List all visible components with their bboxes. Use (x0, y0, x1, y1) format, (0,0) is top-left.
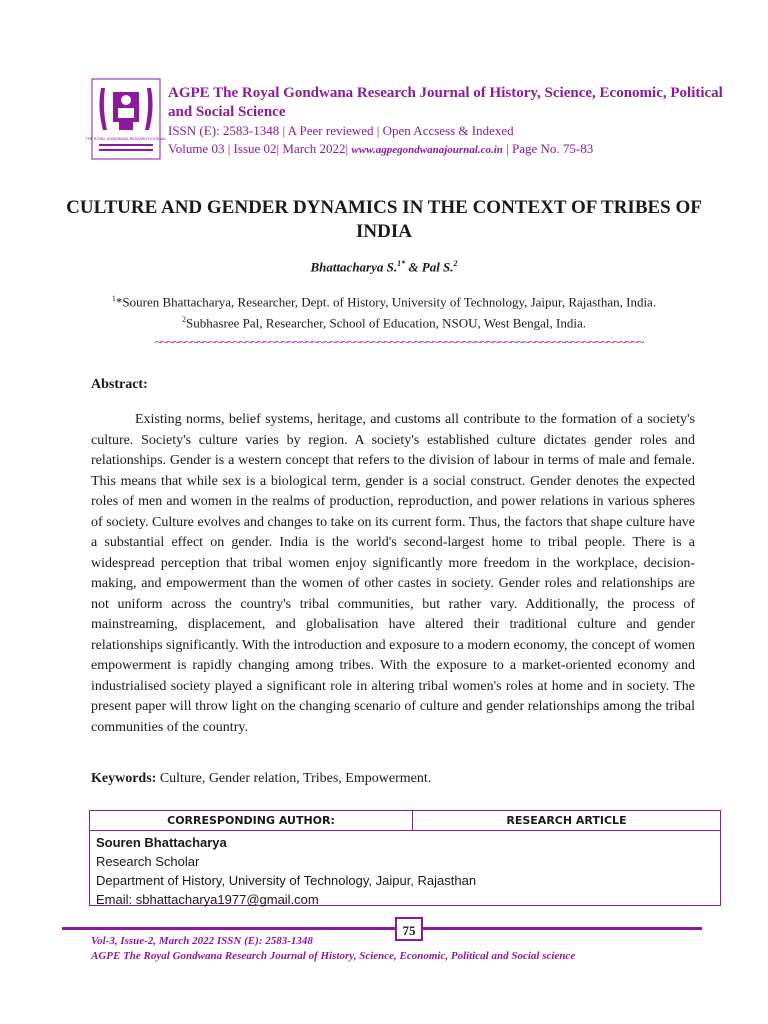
corresponding-dept: Department of History, University of Technology, Jaipur, Rajasthan (96, 873, 477, 888)
corresponding-name: Souren Bhattacharya (96, 835, 227, 850)
journal-url-link[interactable]: www.agpegondwanajournal.co.in (351, 144, 503, 156)
affiliation-2-text: Subhasree Pal, Researcher, School of Education, NSOU, West Bengal, India. (185, 315, 587, 331)
corresponding-email[interactable]: Email: sbhattacharya1977@gmail.com (96, 892, 319, 907)
corresponding-header (90, 811, 720, 831)
tilde-separator: ~~~~~~~~~~~~~~~~~~~~~~~~~~~~~~~~~~~~~~~~~~~~~~~~~~~~~~~~~~~~~~~~~~~~~~~~~~~~~~~~~ (154, 334, 644, 349)
authors-line (0, 259, 768, 275)
journal-emblem-icon (85, 78, 167, 160)
author-separator: & (408, 259, 419, 275)
affiliation-1-text: *Souren Bhattacharya, Researcher, Dept. of History, University of Technology, Jaipur, Rajasthan, India. (115, 294, 657, 310)
keywords-label: Keywords: (91, 771, 157, 786)
affiliation-2 (0, 315, 768, 331)
volume-text: Volume 03 | Issue 02| March 2022| (168, 141, 349, 156)
author-2-sup: 2 (453, 259, 458, 268)
research-article-header: RESEARCH ARTICLE (506, 814, 627, 827)
keywords-text: Culture, Gender relation, Tribes, Empowerment. (159, 771, 432, 786)
corresponding-author-header: CORRESPONDING AUTHOR: (90, 811, 413, 830)
footer-volume-line: Vol-3, Issue-2, March 2022 ISSN (E): 2583-1348 (91, 935, 313, 947)
footer-divider (62, 927, 702, 930)
affiliation-1 (0, 294, 768, 310)
keywords-line (91, 771, 431, 787)
affiliation-1-sup: 1 (111, 294, 116, 303)
corresponding-role: Research Scholar (96, 854, 200, 869)
journal-logo (85, 78, 167, 160)
abstract-body: Existing norms, belief systems, heritage, and customs all contribute to the formation of a society's culture. Society's culture varies by region. A society's established culture dictates gender roles and relationships. Gender is a western concept that refers to the division of labour in terms of male and female. This means that while sex is a biological term, gender is a social construct. Gender denotes the expected roles of men and women in the realms of production, reproduction, and power relations in various spheres of society. Culture evolves and changes to take on its current form. Thus, the factors that shape culture have a substantial effect on gender. India is the world's second-largest home to tribal people. There is a widespread perception that tribal women enjoy significantly more freedom in the workplace, decision-making, and empowerment than the women of other castes in society. Gender roles and relationships are not uniform across the country's tribal communities, but rather vary. Additionally, the process of mainstreaming, displacement, and globalisation have altered their traditional culture and gender relationships significantly. With the introduction and exposure to a modern economy, the concept of women empowerment is rapidly changing among tribes. With the exposure to a market-oriented economy and industrialised society played a significant role in altering tribal women's roles at home and in society. The present paper will throw light on the changing scenario of culture and gender relationships among the tribal communities of the country. (91, 412, 695, 735)
abstract-heading: Abstract: (91, 377, 148, 392)
author-2: Pal S. (421, 259, 454, 275)
issn-line: ISSN (E): 2583-1348 | A Peer reviewed | Open Accsess & Indexed (168, 123, 514, 138)
author-1-sup: 1* (397, 259, 406, 268)
affiliation-2-sup: 2 (181, 315, 186, 324)
logo-text: THE ROYAL GONDWANA RESEARCH JOURNAL (85, 137, 167, 141)
page-range: | Page No. 75-83 (506, 141, 594, 156)
corresponding-body (90, 831, 720, 911)
article-title: CULTURE AND GENDER DYNAMICS IN THE CONTEXT OF TRIBES OF INDIA (66, 197, 702, 242)
journal-meta (168, 122, 748, 159)
journal-name: AGPE The Royal Gondwana Research Journal of History, Science, Economic, Political and Social Science (168, 85, 723, 120)
footer-journal-line: AGPE The Royal Gondwana Research Journal of History, Science, Economic, Political and Social science (91, 950, 576, 962)
volume-line (168, 140, 748, 159)
author-1: Bhattacharya S. (310, 259, 398, 275)
corresponding-author-box (89, 810, 721, 906)
page-number: 75 (395, 917, 423, 941)
